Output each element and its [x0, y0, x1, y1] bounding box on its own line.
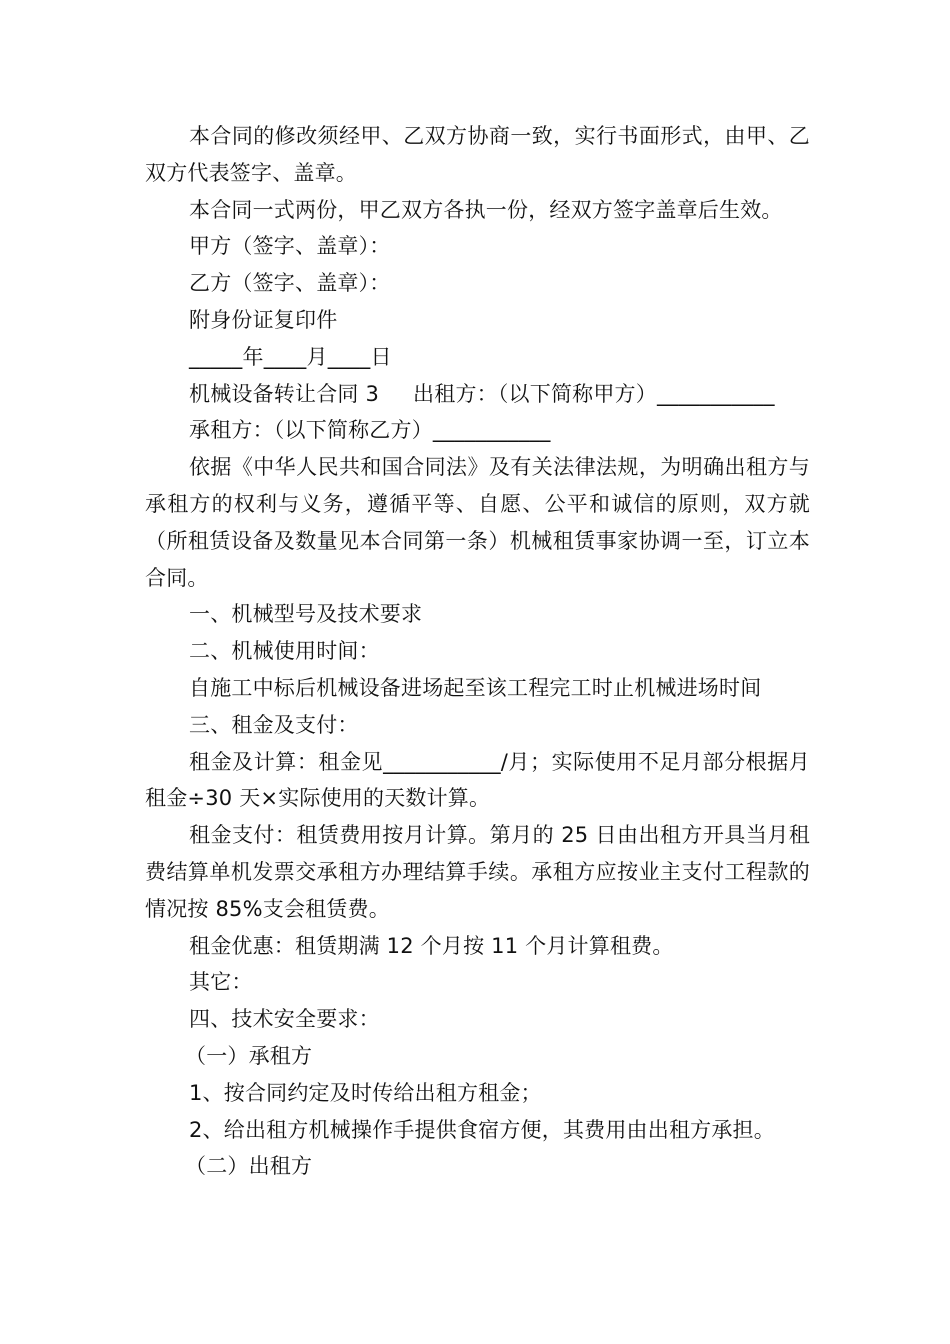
paragraph-rent-payment: 租金支付：租赁费用按月计算。第月的 25 日由出租方开具当月租费结算单机发票交承租方办理结算手续。承租方应按业主支付工程款的情况按 85%支会租赁费。 — [145, 823, 810, 921]
contract-3-header — [145, 376, 810, 413]
section-2-body: 自施工中标后机械设备进场起至该工程完工时止机械进场时间 — [189, 675, 762, 700]
id-copy-attachment: 附身份证复印件 — [189, 307, 338, 332]
paragraph-preamble: 依据《中华人民共和国合同法》及有关法律法规，为明确出租方与承租方的权利与义务，遵循平等、自愿、公平和诚信的原则，双方就（所租赁设备及数量见本合同第一条）机械租赁事家协调一至，订立本合同。 — [145, 455, 810, 590]
paragraph-amendment: 本合同的修改须经甲、乙双方协商一致，实行书面形式，由甲、乙双方代表签字、盖章。 — [145, 124, 810, 185]
paragraph-rent-calculation: 租金及计算：租金见___________/月；实际使用不足月部分根据月租金÷30 天×实际使用的天数计算。 — [145, 749, 810, 811]
paragraph-other: 其它： — [189, 970, 253, 995]
lessor-line: 出租方：（以下简称甲方）___________ — [413, 381, 775, 406]
section-3-heading: 三、租金及支付： — [189, 712, 359, 737]
contract-3-title: 机械设备转让合同 3 — [189, 381, 380, 406]
subsection-lessor: （二）出租方 — [185, 1154, 313, 1179]
paragraph-rent-discount: 租金优惠：租赁期满 12 个月按 11 个月计算租费。 — [189, 933, 674, 958]
paragraph-copies: 本合同一式两份，甲乙双方各执一份，经双方签字盖章后生效。 — [189, 197, 783, 222]
section-1-heading: 一、机械型号及技术要求 — [189, 602, 423, 627]
list-item-1: 1、按合同约定及时传给出租方租金； — [189, 1080, 542, 1105]
date-line: _____年____月____日 — [189, 344, 392, 369]
subsection-lessee: （一）承租方 — [185, 1043, 313, 1068]
lessee-line: 承租方：（以下简称乙方）___________ — [189, 418, 551, 443]
list-item-2: 2、给出租方机械操作手提供食宿方便，其费用由出租方承担。 — [189, 1117, 775, 1142]
section-2-heading: 二、机械使用时间： — [189, 639, 380, 664]
section-4-heading: 四、技术安全要求： — [189, 1007, 380, 1032]
party-b-signature-line: 乙方（签字、盖章）： — [189, 271, 391, 296]
document-body — [145, 118, 810, 1185]
party-a-signature-line: 甲方（签字、盖章）： — [189, 234, 391, 259]
